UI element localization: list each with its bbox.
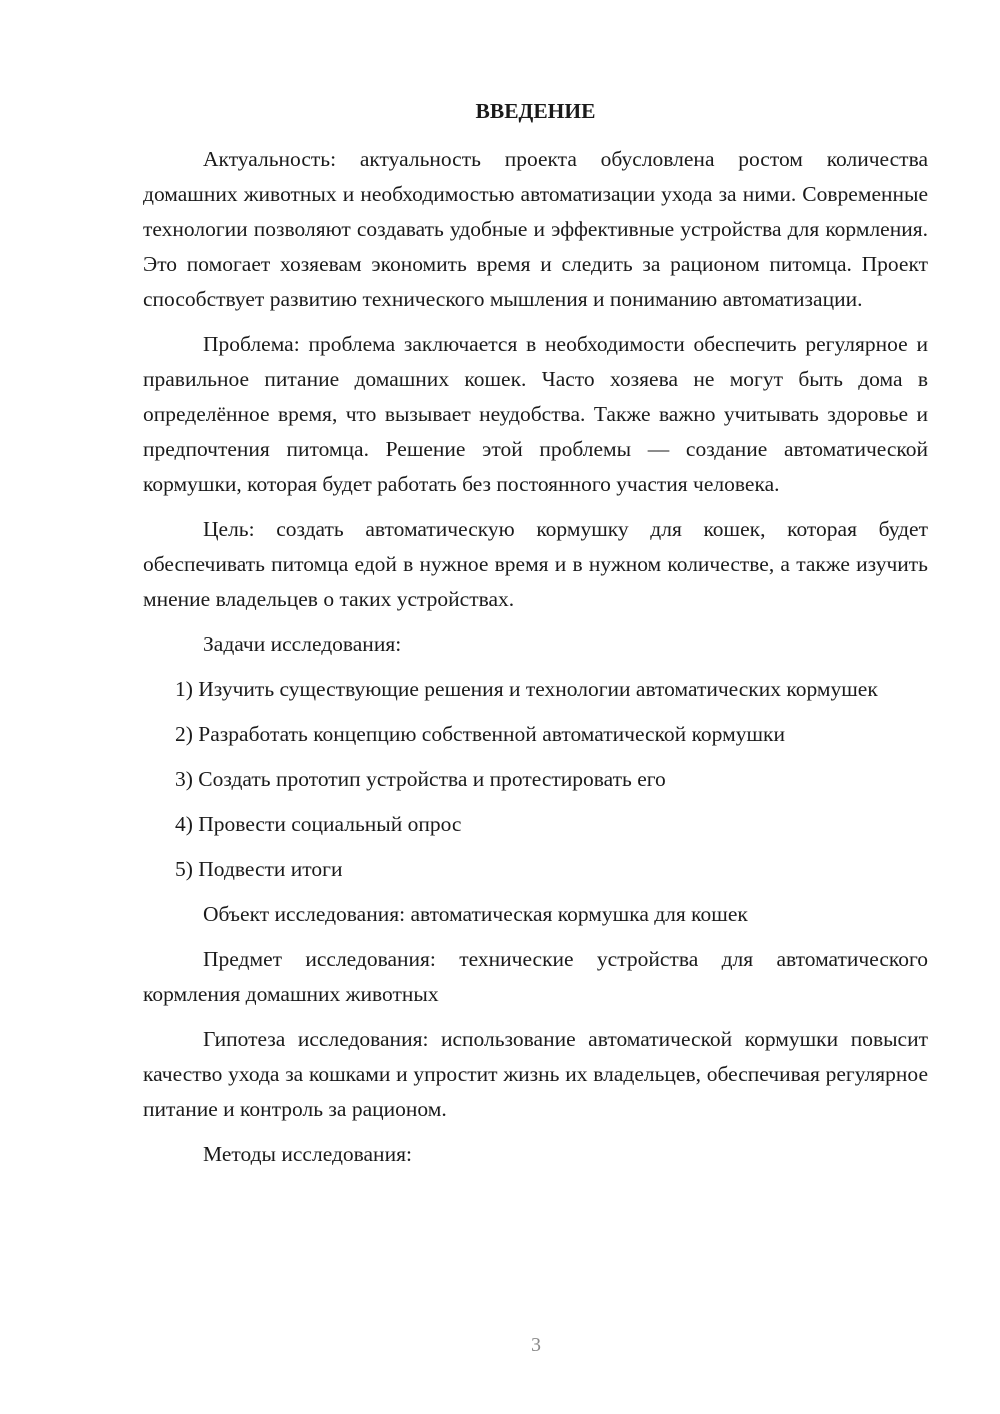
paragraph-hypothesis: Гипотеза исследования: использование автоматической кормушки повысит качество ухода за кошками и упростит жизнь их владельцев, обеспечивая регулярное питание и контроль за рационом. (143, 1027, 928, 1121)
section-title: ВВЕДЕНИЕ (475, 99, 596, 123)
methods-heading: Методы исследования: (203, 1142, 412, 1166)
paragraph-relevance: Актуальность: актуальность проекта обусловлена ростом количества домашних животных и необходимостью автоматизации ухода за ними. Современные технологии позволяют создавать удобные и эффективные устройства для кормления. Это помогает хозяевам экономить время и следить за рационом питомца. Проект способствует развитию технического мышления и пониманию автоматизации. (143, 147, 928, 311)
page-content (143, 94, 928, 1172)
paragraph-subject: Предмет исследования: технические устройства для автоматического кормления домашних животных (143, 947, 928, 1006)
tasks-heading: Задачи исследования: (203, 632, 402, 656)
paragraph-goal: Цель: создать автоматическую кормушку для кошек, которая будет обеспечивать питомца едой в нужное время и в нужном количестве, а также изучить мнение владельцев о таких устройствах. (143, 517, 928, 611)
task-item: 2) Разработать концепцию собственной автоматической кормушки (175, 722, 785, 746)
paragraph-problem: Проблема: проблема заключается в необходимости обеспечить регулярное и правильное питание домашних кошек. Часто хозяева не могут быть дома в определённое время, что вызывает неудобства. Также важно учитывать здоровье и предпочтения питомца. Решение этой проблемы — создание автоматической кормушки, которая будет работать без постоянного участия человека. (143, 332, 928, 496)
task-item: 1) Изучить существующие решения и технологии автоматических кормушек (175, 677, 878, 701)
task-item: 3) Создать прототип устройства и протестировать его (175, 767, 666, 791)
paragraph-object: Объект исследования: автоматическая кормушка для кошек (203, 902, 748, 926)
page-number: 3 (531, 1334, 541, 1356)
task-item: 4) Провести социальный опрос (175, 812, 462, 836)
task-item: 5) Подвести итоги (175, 857, 343, 881)
